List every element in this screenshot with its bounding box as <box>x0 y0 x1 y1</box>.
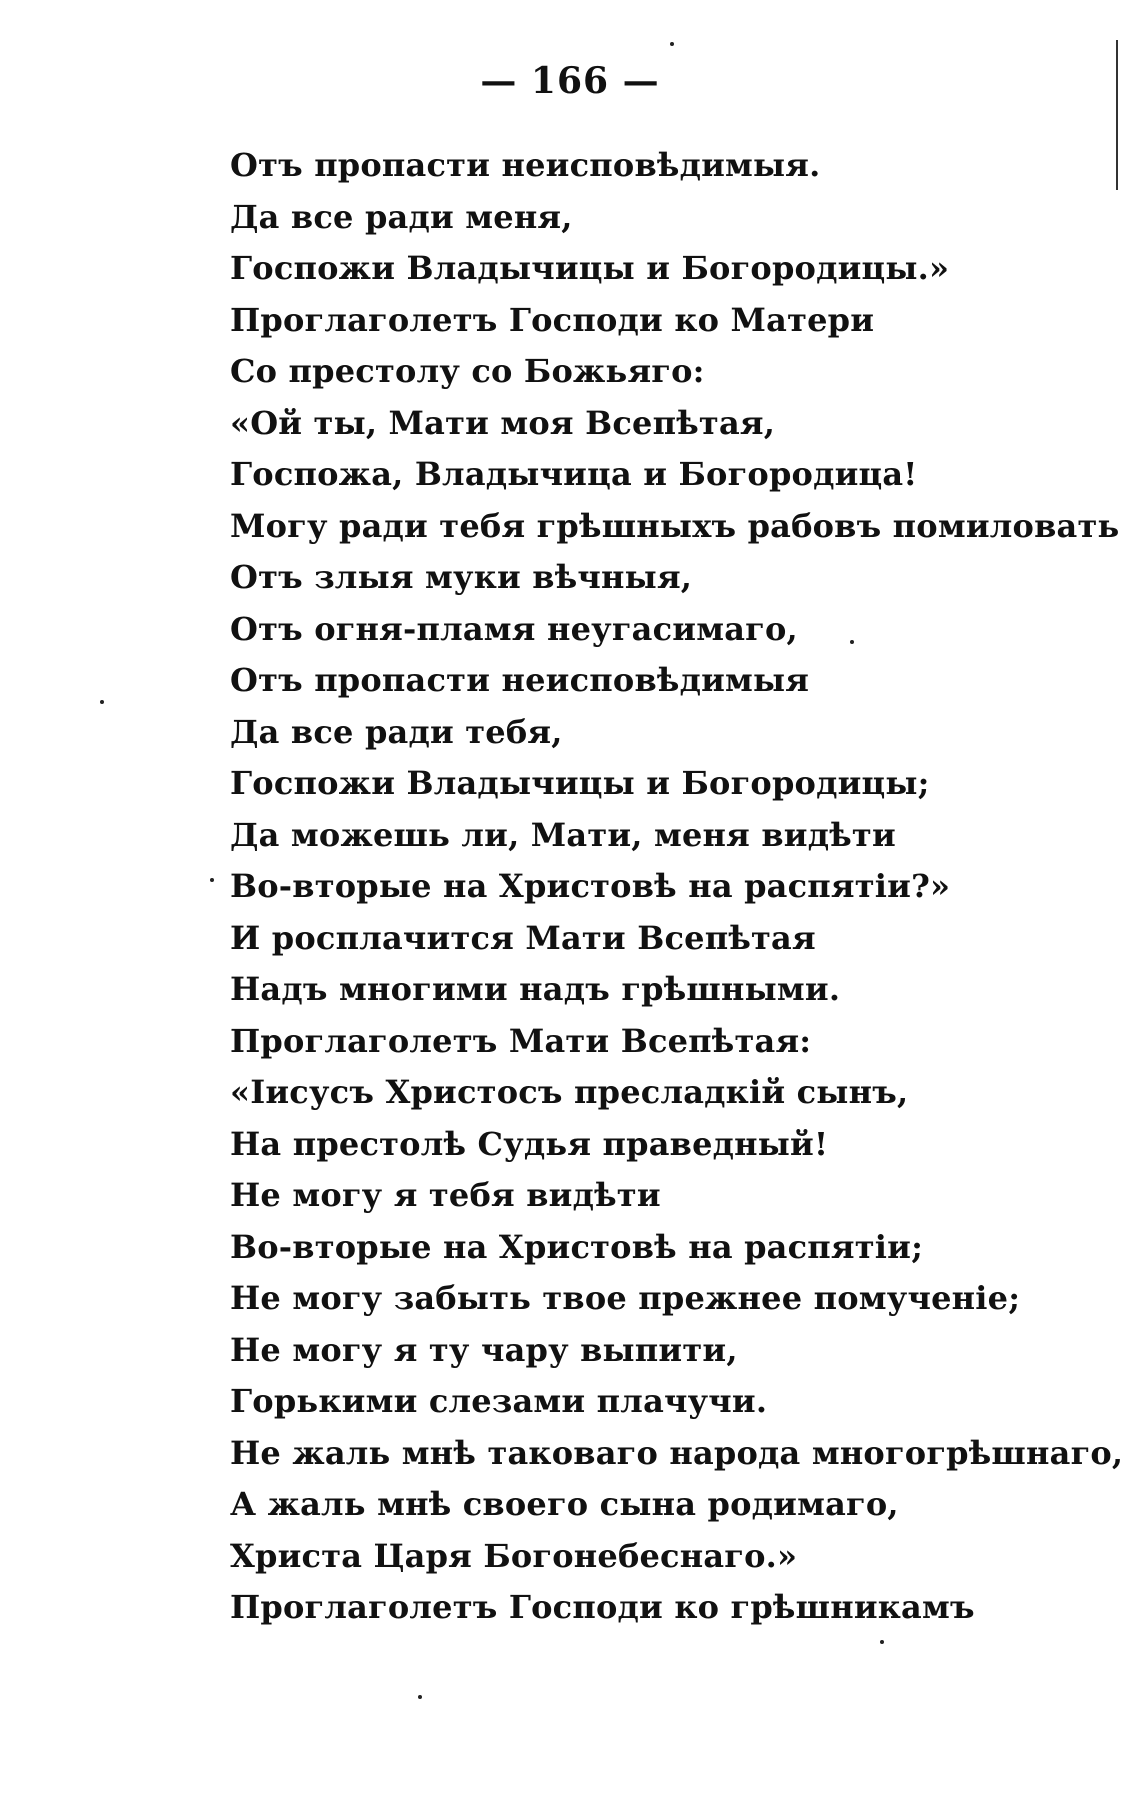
verse-line: Да можешь ли, Мати, меня видѣти <box>230 815 896 854</box>
verse-line: Не могу я тебя видѣти <box>230 1176 661 1214</box>
verse-line: Госпожи Владычицы и Богородицы.» <box>230 249 950 287</box>
verse-line: Проглаголетъ Господи ко Матери <box>230 300 875 339</box>
print-speck <box>418 1695 422 1699</box>
verse-line: И росплачится Мати Всепѣтая <box>230 918 816 957</box>
verse-line: Проглаголетъ Мати Всепѣтая: <box>230 1021 812 1060</box>
verse-line: Госпожа, Владычица и Богородица! <box>230 455 918 493</box>
verse-text <box>230 140 1124 1634</box>
verse-line: Не могу я ту чару выпити, <box>230 1330 738 1369</box>
verse-line: Отъ пропасти неисповѣдимыя <box>230 661 810 699</box>
verse-line: «Ой ты, Мати моя Всепѣтая, <box>230 403 776 442</box>
verse-line: А жаль мнѣ своего сына родимаго, <box>230 1485 899 1523</box>
print-speck <box>670 42 674 46</box>
verse-line: Во-вторые на Христовѣ на распятіи?» <box>230 867 951 905</box>
verse-line: Во-вторые на Христовѣ на распятіи; <box>230 1227 924 1266</box>
verse-line: Не могу забыть твое прежнее помученіе; <box>230 1279 1021 1317</box>
verse-line: Отъ огня-пламя неугасимаго, <box>230 609 798 648</box>
page-number: — 166 — <box>480 60 660 102</box>
verse-line: На престолѣ Судья праведный! <box>230 1124 829 1163</box>
verse-line: Могу ради тебя грѣшныхъ рабовъ помиловать <box>230 506 1120 545</box>
print-speck <box>210 878 214 882</box>
verse-line: Горькими слезами плачучи. <box>230 1382 768 1420</box>
verse-line: Госпожи Владычицы и Богородицы; <box>230 764 930 802</box>
verse-line: Да все ради меня, <box>230 197 573 236</box>
print-speck <box>100 700 104 704</box>
verse-line: Со престолу со Божьяго: <box>230 352 705 390</box>
verse-line: Христа Царя Богонебеснаго.» <box>230 1536 798 1575</box>
verse-line: Отъ злыя муки вѣчныя, <box>230 558 693 596</box>
verse-line: Да все ради тебя, <box>230 712 563 751</box>
print-speck <box>850 640 854 644</box>
verse-line: Отъ пропасти неисповѣдимыя. <box>230 146 821 184</box>
verse-line: «Іисусъ Христосъ пресладкій сынъ, <box>230 1073 909 1111</box>
verse-line: Не жаль мнѣ таковаго народа многогрѣшнаго, <box>230 1433 1124 1472</box>
print-speck <box>880 1640 884 1644</box>
verse-line: Проглаголетъ Господи ко грѣшникамъ <box>230 1588 975 1626</box>
verse-line: Надъ многими надъ грѣшными. <box>230 970 841 1008</box>
